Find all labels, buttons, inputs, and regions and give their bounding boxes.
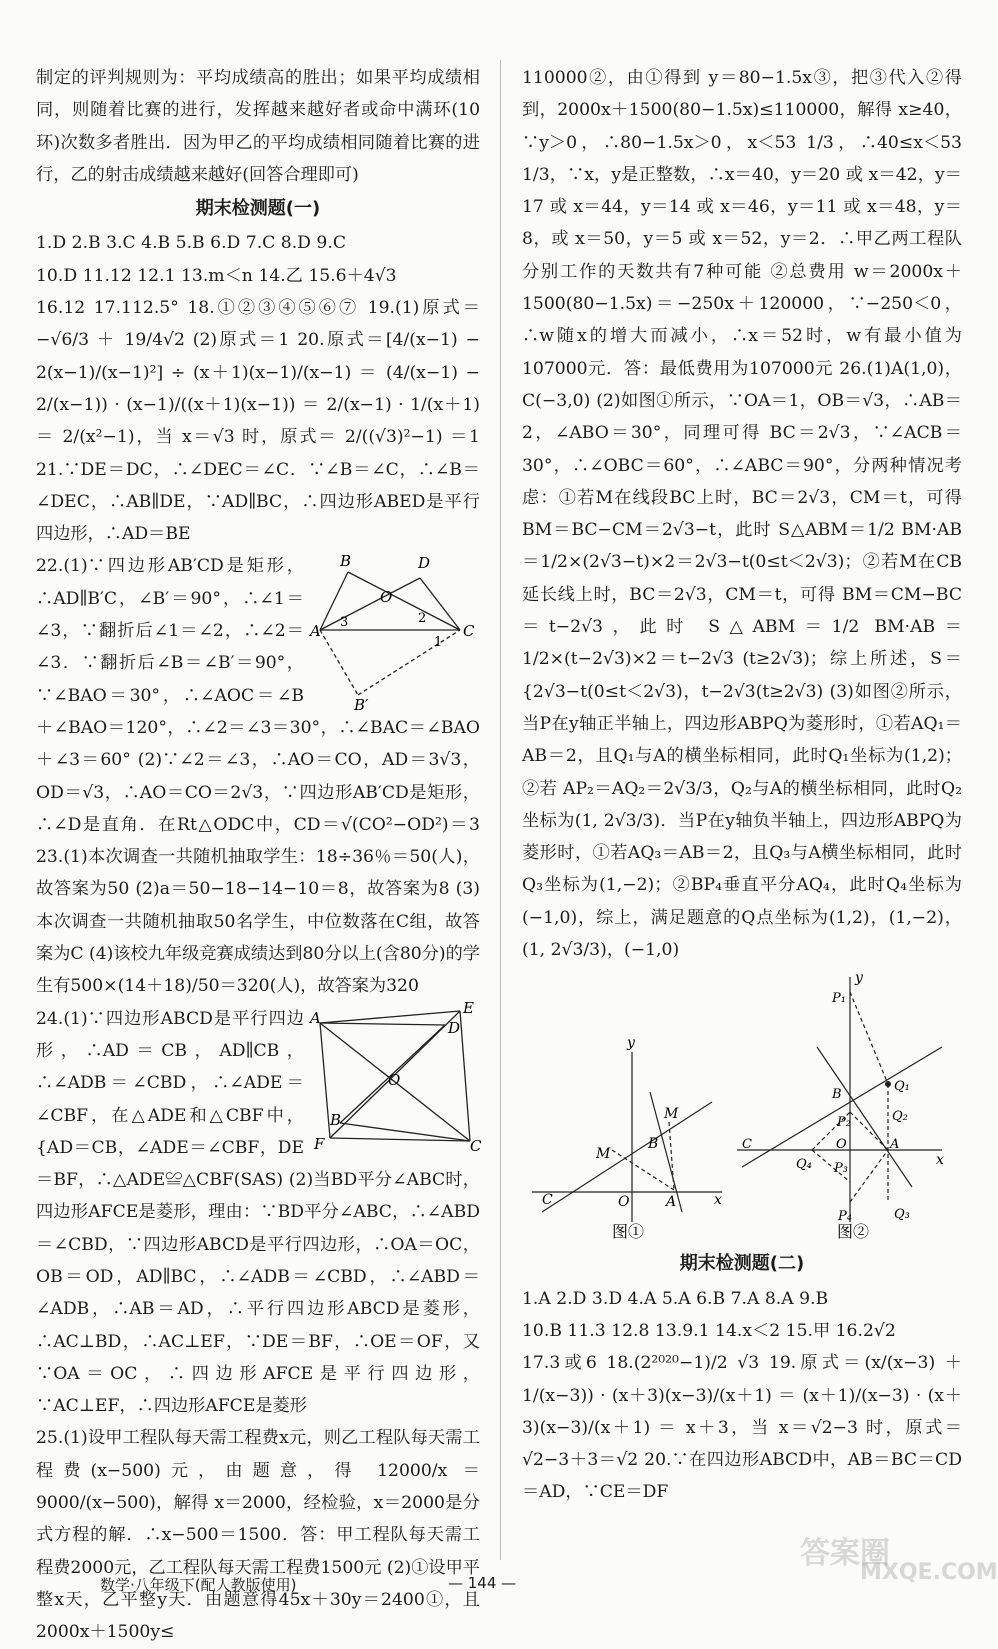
paragraph: 16.12 17.112.5° 18.①②③④⑤⑥⑦ 19.(1)原式＝ −√6/3 ＋ 19/4√2 (2)原式＝1 20.原式＝[4/(x−1) − 2(x−1)/(x−1)²] ÷ (x＋1)(x−1)/(x−1) ＝ (4/(x−1) − 2/(x−1)) · (x−1)/((x＋1)(x−1)) ＝ 2/(x−1) · 1/(x＋1) ＝ 2/(x²−1)，当 x＝√3 时，原式＝ 2/((√3)²−1) ＝1 21.∵DE＝DC，∴∠DEC＝∠C．∵∠B＝∠C，∴∠B＝∠DEC，∴AB∥DE，∵AD∥BC，∴四边形ABED是平行四边形，∴AD＝BE	[36, 298, 480, 545]
fig2-label-C: C	[742, 1137, 752, 1153]
label-D: D	[418, 554, 431, 573]
fig2-label-P3: P₃	[834, 1161, 848, 1177]
angle-1: 1	[434, 635, 443, 651]
label-O: O	[388, 1070, 401, 1089]
fig2-label-Q2: Q₂	[892, 1109, 908, 1125]
fig1-label-O: O	[618, 1194, 630, 1211]
label-A: A	[310, 622, 321, 641]
fig2-label-P4: P₄	[838, 1209, 852, 1225]
figure-q24	[310, 998, 482, 1155]
answer-line: 1.D 2.B 3.C 4.B 5.B 6.D 7.C 8.D 9.C	[36, 233, 346, 254]
fig2-x-axis-label: x	[936, 1152, 944, 1169]
fig1-y-axis-label: y	[627, 1035, 635, 1052]
fig2-label-P2: P₂	[837, 1115, 851, 1131]
fig1-label-A: A	[666, 1194, 677, 1211]
paragraph: 22.(1)∵四边形AB′CD是矩形，∴AD∥B′C，∠B′＝90°，∴∠1＝∠3，∵翻折后∠1＝∠2，∴∠2＝∠3．∵翻折后∠B＝∠B′＝90°，∵∠BAO＝30°，∴∠AOC＝∠B＋∠BAO＝120°，∴∠2＝∠3＝30°，∴∠BAC＝∠BAO＋∠3＝60° (2)∵∠2＝∠3，∴AO＝CO，AD＝3√3，OD＝√3，∴AO＝CO＝2√3，∵四边形AB′CD是矩形，∴∠D是直角．在Rt△ODC中，CD＝√(CO²−OD²)＝3 23.(1)本次调查一共随机抽取学生：18÷36％＝50(人)，故答案为50 (2)a＝50−18−14−10＝8，故答案为8 (3)本次调查一共随机抽取50名学生，中位数落在C组，故答案为C (4)该校九年级竞赛成绩达到80分以上(含80分)的学生有500×(14＋18)/50＝320(人)，故答案为320	[36, 556, 480, 997]
fig2-label-O: O	[836, 1137, 847, 1153]
figure-2-caption: 图②	[837, 1222, 870, 1242]
fig1-x-axis-label: x	[714, 1192, 722, 1209]
fig1-label-B: B	[648, 1136, 659, 1153]
fig1-label-M-top: M	[664, 1106, 679, 1123]
section-heading: 期末检测题(二)	[679, 1253, 805, 1275]
paragraph: 制定的评判规则为：平均成绩高的胜出；如果平均成绩相同，则随着比赛的进行，发挥越来越好者或命中满环(10环)次数多者胜出．因为甲乙的平均成绩相同随着比赛的进行，乙的射击成绩越来越好(回答合理即可)	[36, 68, 480, 185]
figure-q22	[310, 550, 480, 715]
figures-q26	[522, 972, 962, 1242]
page-number: — 144 —	[448, 1574, 517, 1592]
right-column	[522, 62, 962, 1509]
watermark-logo: 答案圈	[800, 1536, 890, 1571]
paragraph: 110000②，由①得到 y＝80−1.5x③，把③代入②得到，2000x＋1500(80−1.5x)≤110000，解得 x≥40，∵y＞0，∴80−1.5x＞0，x＜53 1/3，∴40≤x＜53 1/3，∵x，y是正整数，∴x＝40，y＝20 或 x＝42，y＝17 或 x＝44，y＝14 或 x＝46，y＝11 或 x＝48，y＝8，或 x＝50，y＝5 或 x＝52，y＝2．∴甲乙两工程队分别工作的天数共有7种可能 ②总费用 w＝2000x＋1500(80−1.5x)＝−250x＋120000，∵−250＜0，∴w随x的增大而减小，∴x＝52时，w有最小值为107000元．答：最低费用为107000元 26.(1)A(1,0)，C(−3,0) (2)如图①所示，∵OA＝1，OB＝√3，∴AB＝2，∠ABO＝30°，同理可得 BC＝2√3，∵∠ACB＝30°，∴∠OBC＝60°，∴∠ABC＝90°，分两种情况考虑：①若M在线段BC上时，BC＝2√3，CM＝t，可得 BM＝BC−CM＝2√3−t，此时 S△ABM＝1/2 BM·AB＝1/2×(2√3−t)×2＝2√3−t(0≤t＜2√3)；②若M在CB延长线上时，BC＝2√3，CM＝t，可得 BM＝CM−BC＝t−2√3，此时 S△ABM＝1/2 BM·AB＝1/2×(t−2√3)×2＝t−2√3 (t≥2√3)；综上所述，S＝{2√3−t(0≤t＜2√3)，t−2√3(t≥2√3) (3)如图②所示，当P在y轴正半轴上，四边形ABPQ为菱形时，①若AQ₁＝AB＝2，且Q₁与A的横坐标相同，此时Q₁坐标为(1,2)；②若 AP₂＝AQ₂＝2√3/3，Q₂与A的横坐标相同，此时Q₂坐标为(1, 2√3/3)．当P在y轴负半轴上，四边形ABPQ为菱形时，①若AQ₃＝AB＝2，且Q₃与A横坐标相同，此时Q₃坐标为(1,−2)；②BP₄垂直平分AQ₄，此时Q₄坐标为(−1,0)，综上，满足题意的Q点坐标为(1,2)，(1,−2)，(1, 2√3/3)，(−1,0)	[522, 68, 962, 961]
fig2-label-Q4: Q₄	[796, 1157, 812, 1173]
label-A: A	[310, 1008, 321, 1027]
fig1-label-C: C	[542, 1192, 553, 1209]
label-B: B	[340, 552, 352, 571]
answer-line: 1.A 2.D 3.D 4.A 5.A 6.B 7.A 8.A 9.B	[522, 1288, 829, 1309]
fig1-label-M: M	[596, 1146, 611, 1163]
answer-line: 10.B 11.3 12.8 13.9.1 14.x＜2 15.甲 16.2√2	[522, 1320, 896, 1341]
left-column	[36, 62, 480, 1649]
watermark-url: MXQE.COM	[860, 1560, 998, 1585]
label-B-prime: B′	[354, 696, 369, 715]
label-D: D	[448, 1018, 461, 1037]
angle-2: 2	[418, 611, 427, 627]
fig2-label-B: B	[832, 1087, 842, 1103]
paragraph: 24.(1)∵四边形ABCD是平行四边形，∴AD＝CB，AD∥CB，∴∠ADB＝∠CBD，∴∠ADE＝∠CBF，在△ADE和△CBF中，{AD＝CB，∠ADE＝∠CBF，DE＝BF，∴△ADE≌△CBF(SAS) (2)当BD平分∠ABC时，四边形AFCE是菱形，理由：∵BD平分∠ABC，∴∠ABD＝∠CBD，∵四边形ABCD是平行四边形，∴OA＝OC，OB＝OD，AD∥BC，∴∠ADB＝∠CBD，∴∠ABD＝∠ADB，∴AB＝AD，∴平行四边形ABCD是菱形，∴AC⊥BD，∴AC⊥EF，∵DE＝BF，∴OE＝OF，又∵OA＝OC，∴四边形AFCE是平行四边形，∵AC⊥EF，∴四边形AFCE是菱形	[36, 1008, 480, 1417]
label-B: B	[330, 1110, 342, 1129]
fig2-label-P1: P₁	[832, 991, 846, 1007]
paragraph: 25.(1)设甲工程队每天需工程费x元，则乙工程队每天需工程费(x−500)元，由题意，得 12000/x ＝ 9000/(x−500)，解得 x＝2000，经检验，x＝2000是分式方程的解．∴x−500＝1500．答：甲工程队每天需工程费2000元，乙工程队每天需工程费1500元 (2)①设甲平整x天，乙平整y天．由题意得45x＋30y＝2400①，且2000x＋1500y≤	[36, 1428, 480, 1643]
section-heading: 期末检测题(一)	[195, 198, 321, 220]
label-O: O	[380, 588, 393, 607]
fig2-point-Q1	[885, 1081, 891, 1087]
answer-line: 10.D 11.12 12.1 13.m＜n 14.乙 15.6＋4√3	[36, 265, 397, 286]
column-divider	[500, 60, 501, 1560]
page-footer: 数学·八年级下(配人教版使用)	[100, 1576, 297, 1594]
label-C: C	[463, 622, 475, 641]
figure-1-caption: 图①	[612, 1222, 645, 1242]
fig2-label-Q1: Q₁	[894, 1079, 910, 1095]
angle-3: 3	[340, 615, 349, 631]
fig2-label-Q3: Q₃	[894, 1207, 910, 1223]
label-F: F	[314, 1134, 325, 1153]
label-E: E	[463, 998, 474, 1017]
fig2-label-A: A	[890, 1137, 900, 1153]
label-C: C	[470, 1136, 482, 1155]
fig2-y-axis-label: y	[855, 970, 863, 987]
paragraph: 17.3或6 18.(2²⁰²⁰−1)/2 √3 19.原式＝(x/(x−3) ＋ 1/(x−3)) · (x＋3)(x−3)/(x＋1) ＝ (x＋1)/(x−3) · (x＋3)(x−3)/(x＋1) ＝ x＋3，当 x＝√2−3 时，原式＝√2−3＋3＝√2 20.∵在四边形ABCD中，AB＝BC＝CD＝AD，∵CE＝DF	[522, 1353, 962, 1503]
